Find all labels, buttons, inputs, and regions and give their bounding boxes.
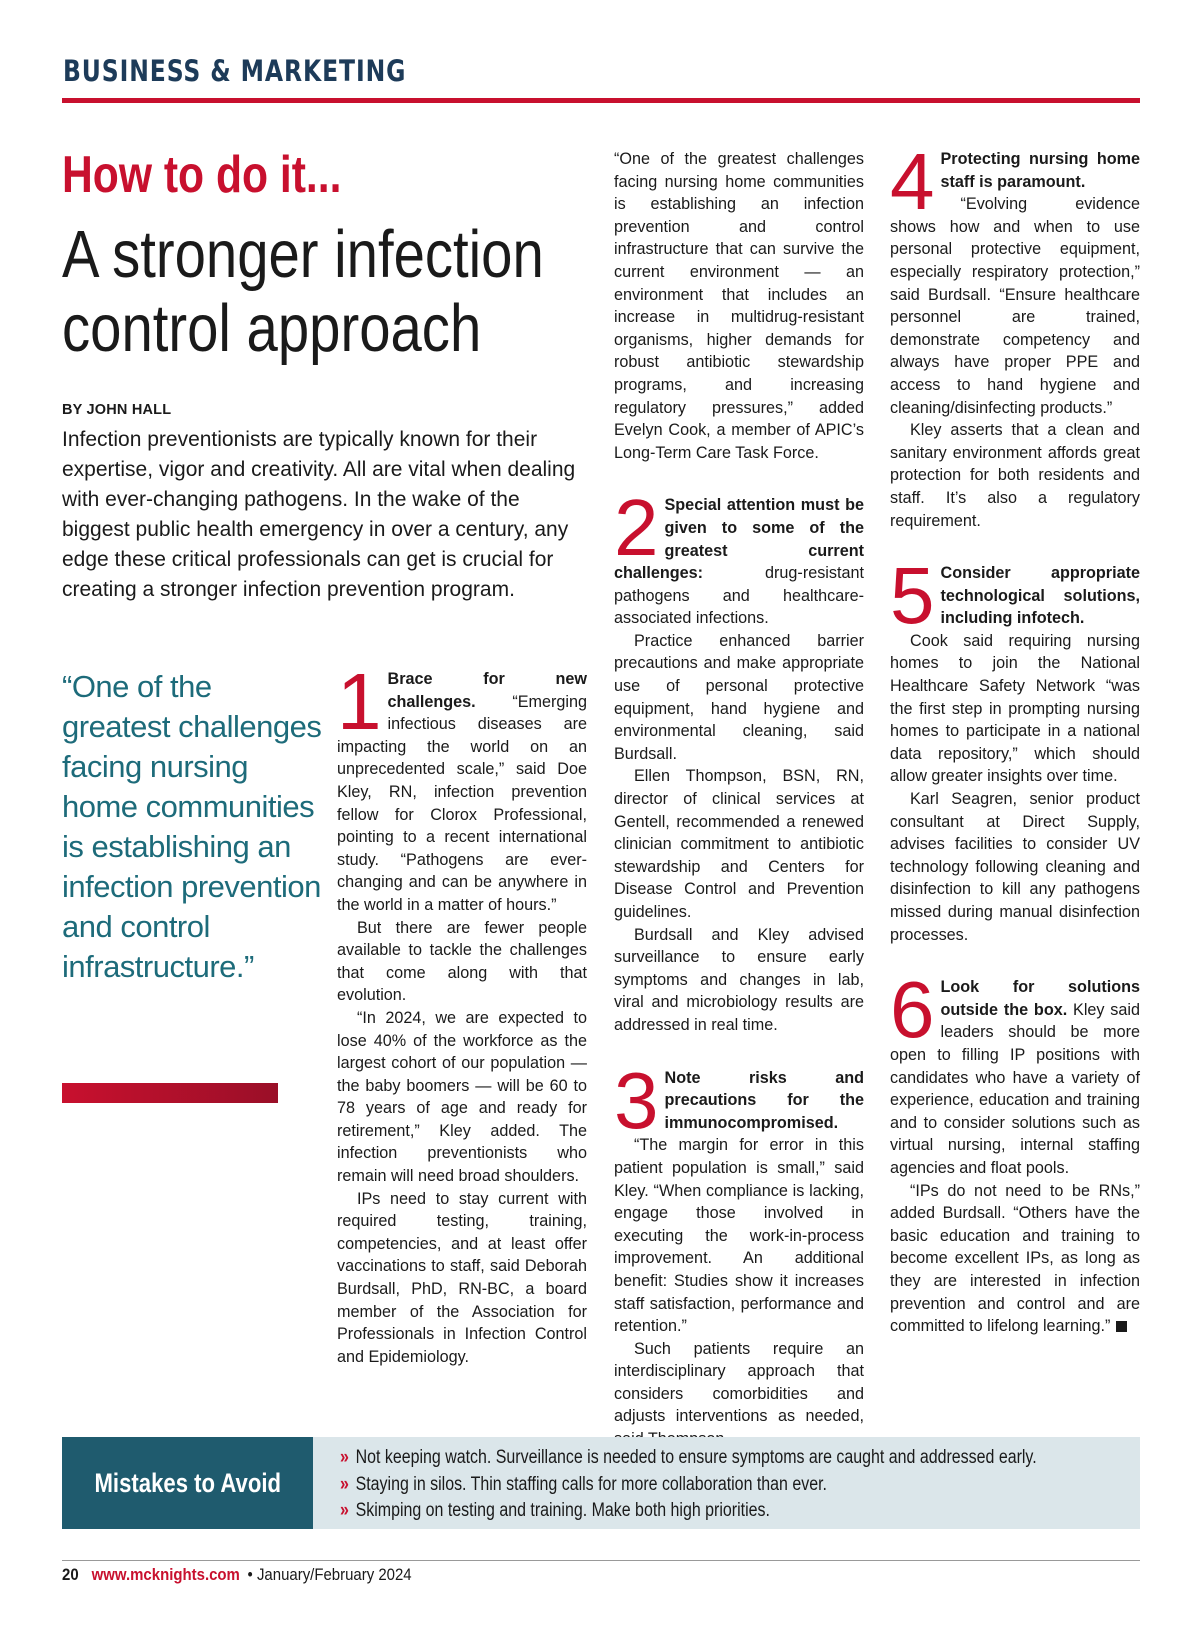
tip-number: 1 bbox=[337, 657, 382, 746]
mistake-item: » Not keeping watch. Surveillance is needed to ensure symptoms are caught and addressed early. bbox=[340, 1447, 1037, 1468]
mistake-item: » Staying in silos. Thin staffing calls for more collaboration than ever. bbox=[340, 1473, 827, 1495]
paragraph: Kley asserts that a clean and sanitary environment affords great protection for both residents and staff. It’s also a regulatory requirement. bbox=[890, 421, 1140, 530]
tip-number: 6 bbox=[890, 965, 935, 1055]
footer-rule bbox=[62, 1560, 1140, 1561]
tip-3 bbox=[614, 1055, 864, 1451]
tip-title: Look for solutions outside the box. bbox=[940, 978, 1140, 1019]
tip-1 bbox=[337, 657, 587, 1368]
tip-lead: “Emerging infectious diseases are impacting the world on an unprecedented scale,” said Doe Kley, RN, infection prevention fellow for Clorox Professional, pointing to a recent international study. “Pathogens are ever-changing and can be anywhere in the world in a matter of hours.” bbox=[337, 692, 587, 914]
paragraph-continued: “One of the greatest challenges facing nursing home communities is establishing an infection prevention and control infrastructure that can survive the current environment — an environment that includes an increase in multidrug-resistant organisms, higher demands for robust antibiotic stewardship programs, and increasing regulatory pressures,” added Evelyn Cook, a member of APIC’s Long-Term Care Task Force. bbox=[614, 150, 864, 462]
mistake-item: » Skimping on testing and training. Make both high priorities. bbox=[340, 1500, 770, 1521]
pull-quote: “One of the greatest challenges facing nursing home communities is establishing an infection prevention and control infrastructure.” bbox=[62, 669, 322, 984]
mistakes-label: Mistakes to Avoid bbox=[62, 1437, 313, 1529]
tip-2 bbox=[614, 483, 864, 1036]
paragraph: But there are fewer people available to tackle the challenges that come along with that evolution. bbox=[337, 918, 587, 1005]
tip-lead: Kley said leaders should be more open to filling IP positions with candidates who have a variety of experience, education and training and to consider solutions such as virtual nursing, internal staffing agencies and float pools. bbox=[890, 1000, 1140, 1177]
article-column-1 bbox=[337, 657, 587, 1368]
mistakes-list bbox=[340, 1445, 1130, 1525]
paragraph: Practice enhanced barrier precautions and make appropriate use of personal protective equipment, hand hygiene and environmental cleaning, said Burdsall. bbox=[614, 631, 864, 763]
paragraph: Ellen Thompson, BSN, RN, director of clinical services at Gentell, recommended a renewed clinician commitment to antibiotic stewardship and Centers for Disease Control and Prevention guidelines. bbox=[614, 767, 864, 921]
paragraph: Such patients require an interdisciplinary approach that considers comorbidities and adjusts interventions as needed, bbox=[614, 1339, 864, 1426]
tip-5 bbox=[890, 551, 1140, 946]
paragraph: Karl Seagren, senior product consultant at Direct Supply, advises facilities to consider UV technology following cleaning and disinfection to kill any pathogens missed during manual disinfection processes. bbox=[890, 790, 1140, 944]
end-mark bbox=[1116, 1321, 1127, 1332]
chevron-right-icon: » bbox=[340, 1447, 349, 1468]
chevron-right-icon: » bbox=[340, 1500, 349, 1521]
tip-title: Brace for new challenges. bbox=[387, 670, 587, 711]
header-rule bbox=[62, 98, 1140, 103]
website-link[interactable]: www.mcknights.com bbox=[91, 1565, 240, 1584]
tip-number: 2 bbox=[614, 483, 659, 573]
paragraph: Cook said requiring nursing homes to join the National Healthcare Safety Network “was the first step in prompting nursing homes to participate in a national data repository,” which should allow greater insights over time. bbox=[890, 631, 1140, 786]
pull-quote-bar bbox=[62, 1083, 278, 1103]
tip-number: 5 bbox=[890, 551, 935, 641]
tip-number: 3 bbox=[614, 1055, 659, 1145]
tip-title: Consider appropriate technological solutions, including infotech. bbox=[940, 564, 1140, 628]
paragraph: “The margin for error in this patient population is small,” said Kley. “When compliance is lacking, engage those involved in executing the work-in-process improvement. An additional benefit: Studies show it increases staff satisfaction, performance and retention.” bbox=[614, 1136, 864, 1336]
paragraph: Burdsall and Kley advised surveillance to ensure early symptoms and changes in lab, viral and microbiology results are addressed in real time. bbox=[614, 925, 864, 1034]
paragraph: “In 2024, we are expected to lose 40% of the workforce as the largest cohort of our population — the baby boomers — will be 60 to 78 years of age and ready for retirement,” Kley added. The infection preventionists who remain will need broad shoulders. bbox=[337, 1008, 587, 1186]
tip-title: Protecting nursing home staff is paramount. bbox=[940, 150, 1140, 191]
paragraph: IPs need to stay current with required testing, training, competencies, and at least offer vaccinations to staff, said Deborah Burdsall, PhD, RN-BC, a board member of the Association for Professionals in Infection Control and Epidemiology. bbox=[337, 1189, 587, 1366]
paragraph: “Evolving evidence shows how and when to use personal protective equipment, especially respiratory protection,” said Burdsall. “Ensure healthcare personnel are trained, demonstrate competency and always have proper PPE and access to hand hygiene and cleaning/disinfecting products.” bbox=[890, 195, 1140, 417]
chevron-right-icon: » bbox=[340, 1473, 349, 1495]
section-header: BUSINESS & MARKETING bbox=[63, 54, 407, 88]
article-column-3 bbox=[890, 137, 1140, 1338]
kicker: How to do it... bbox=[62, 146, 342, 204]
tip-title: Note risks and precautions for the immunocompromised. bbox=[664, 1068, 864, 1132]
page-number: 20 bbox=[62, 1565, 79, 1584]
tip-number: 4 bbox=[890, 137, 935, 226]
headline: A stronger infection control approach bbox=[62, 217, 544, 366]
tip-1-continued bbox=[614, 148, 864, 464]
tip-lead: drug-resistant pathogens and healthcare-associated infections. bbox=[614, 564, 864, 628]
paragraph: “IPs do not need to be RNs,” added Burdsall. “Others have the basic education and training to become excellent IPs, as long as they are interested in infection prevention and control and are committed to lifelong learning.” bbox=[890, 1181, 1140, 1336]
tip-title: Special attention must be given to some of the greatest current challenges: bbox=[614, 496, 864, 583]
issue-date: • January/February 2024 bbox=[247, 1565, 412, 1584]
tip-4 bbox=[890, 137, 1140, 532]
footer bbox=[62, 1565, 412, 1585]
byline: BY JOHN HALL bbox=[62, 402, 172, 418]
tip-6 bbox=[890, 965, 1140, 1338]
mistakes-box bbox=[62, 1437, 1140, 1529]
intro-paragraph: Infection preventionists are typically known for their expertise, vigor and creativity. All are vital when dealing with ever-changing pathogens. In the wake of the biggest public health emergency in over a century, any edge these critical professionals can get is crucial for creating a stronger infection prevention program. bbox=[62, 428, 576, 601]
article-column-2 bbox=[614, 148, 864, 1451]
